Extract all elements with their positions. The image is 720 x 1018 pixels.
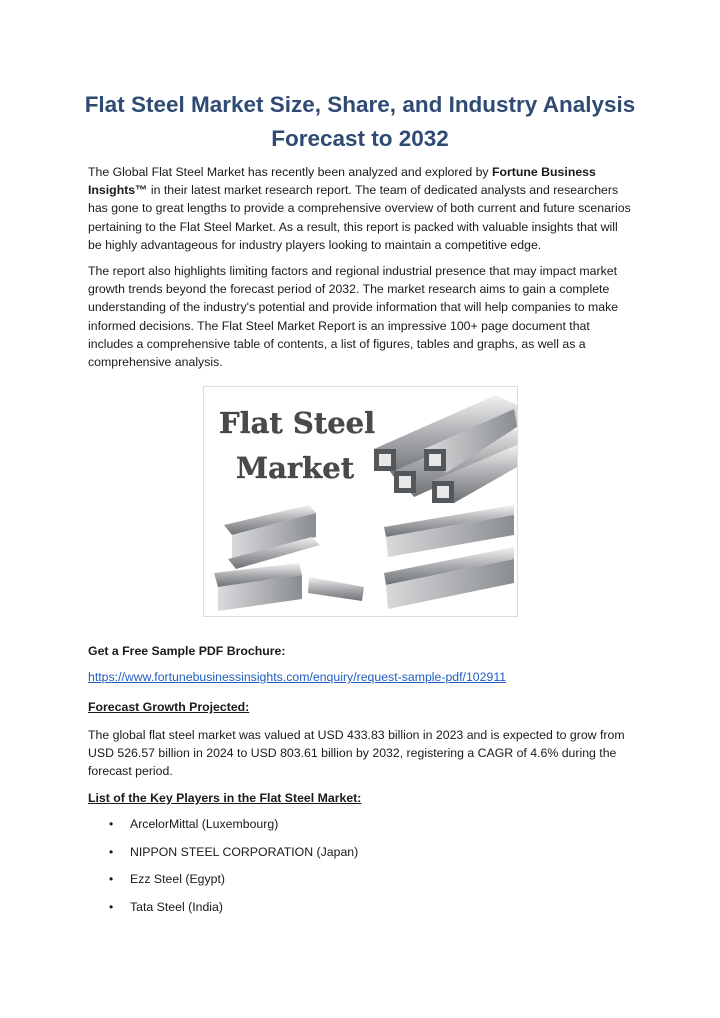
figure-title-line2: Market <box>236 451 355 485</box>
sample-pdf-link[interactable]: https://www.fortunebusinessinsights.com/enquiry/request-sample-pdf/102911 <box>88 670 507 684</box>
bullet-icon: • <box>109 900 114 915</box>
list-item <box>88 815 358 843</box>
intro-text-before: The Global Flat Steel Market has recently been analyzed and explored by <box>88 165 492 179</box>
player-name: Tata Steel (India) <box>130 900 223 915</box>
square-tubes-graphic <box>374 395 517 503</box>
bullet-icon: • <box>109 817 114 831</box>
player-name: NIPPON STEEL CORPORATION (Japan) <box>130 844 359 859</box>
flat-steel-market-image <box>203 386 518 617</box>
intro-text-after: in their latest market research report. The team of dedicated analysts and researchers has gone to great lengths to provide a comprehensive overview of both current and future scenarios pertaining to the Flat Steel Market. As a result, this report is packed with valuable insights that will be highly advantageous for industry players looking to maintain a competitive edge. <box>88 183 631 252</box>
intro-paragraph <box>88 163 634 254</box>
list-item <box>88 843 358 871</box>
report-paragraph: The report also highlights limiting factors and regional industrial presence that may impact market growth trends beyond the forecast period of 2032. The market research aims to gain a complete understanding of the industry's potential and provide information that will help companies to make informed decisions. The Flat Steel Market Report is an impressive 100+ page document that includes a comprehensive table of contents, a list of figures, tables and graphs, as well as a comprehensive analysis. <box>88 264 619 370</box>
list-item <box>88 898 358 926</box>
list-item <box>88 870 358 898</box>
forecast-growth-paragraph: The global flat steel market was valued at USD 433.83 billion in 2023 and is expected to grow from USD 526.57 billion in 2024 to USD 803.61 billion by 2032, registering a CAGR of 4.6% during the forecast period. <box>88 728 625 779</box>
i-beams-graphic <box>214 505 514 611</box>
brand-name: Fortune Business Insights™ <box>88 165 596 198</box>
player-name: ArcelorMittal (Luxembourg) <box>130 817 279 831</box>
bullet-icon: • <box>109 872 114 887</box>
page-title: Flat Steel Market Size, Share, and Industry Analysis Forecast to 2032 <box>84 92 636 151</box>
player-name: Ezz Steel (Egypt) <box>130 872 225 887</box>
sample-heading: Get a Free Sample PDF Brochure: <box>88 644 286 658</box>
bullet-icon: • <box>109 844 114 859</box>
forecast-growth-heading: Forecast Growth Projected: <box>88 700 250 714</box>
key-players-list <box>88 815 358 926</box>
key-players-heading: List of the Key Players in the Flat Steel Market: <box>88 791 362 805</box>
figure-title-line1: Flat Steel <box>219 406 376 440</box>
